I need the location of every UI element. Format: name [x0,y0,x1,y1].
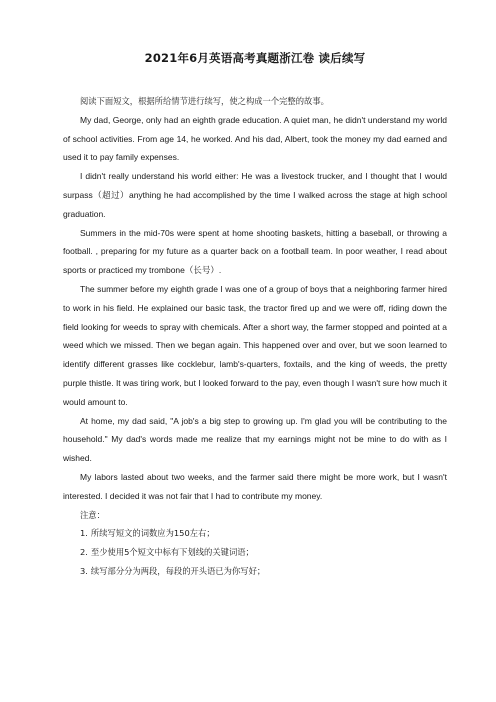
story-paragraph-1: My dad, George, only had an eighth grade education. A quiet man, he didn't understand my world of school activities. From age 14, he worked. And his dad, Albert, took the money my dad earned and used it to pay family expenses. [63,114,447,163]
note-number: 3. [80,565,88,576]
note-number: 1. [80,528,88,539]
document-title: 2021年6月英语高考真题浙江卷 读后续写 [144,51,366,65]
story-paragraph-6: My labors lasted about two weeks, and the farmer said there might be more work, but I wasn't interested. I decided it was not fair that I had to contribute my money. [63,471,447,501]
story-paragraph-5: At home, my dad said, "A job's a big step to growing up. I'm glad you will be contributing to the household." My dad's words made me realize that my earnings might not be mine to do with as I wished. [63,415,447,464]
story-paragraph-3: Summers in the mid-70s were spent at home shooting baskets, hitting a baseball, or throwing a football. , preparing for my future as a quarter back on a football team. In poor weather, I read about sports or practiced my trombone（长号）. [63,227,447,276]
note-item [63,524,447,543]
note-text: 所续写短文的词数应为150左右； [90,528,215,539]
note-text: 续写部分分为两段，每段的开头语已为你写好； [90,565,266,576]
note-item [63,543,447,562]
story-paragraph-2: I didn't really understand his world either: He was a livestock trucker, and I thought that I would surpass（超过）anything he had accomplished by the time I walked across the stage at high school graduation. [63,171,447,219]
notes-list [63,524,447,580]
instruction-text: 阅读下面短文，根据所给情节进行续写，使之构成一个完整的故事。 [80,96,329,106]
story-paragraph-4: The summer before my eighth grade I was one of a group of boys that a neighboring farmer hired to work in his field. He explained our basic task, the tractor fired up and we were off, riding down the field looking for weeds to spray with chemicals. After a short way, the farmer stopped and pointed at a weed which we missed. Then we began again. This happened over and over, but we soon learned to identify different grasses like cocklebur, lamb's-quarters, foxtails, and the king of weeds, the pretty purple thistle. It was tiring work, but I looked forward to the pay, even though I wasn't sure how much it would amount to. [63,283,447,407]
note-item [63,562,447,581]
note-text: 至少使用5个短文中标有下划线的关键词语； [90,547,254,558]
notes-heading: 注意： [80,509,105,520]
note-number: 2. [80,547,88,558]
